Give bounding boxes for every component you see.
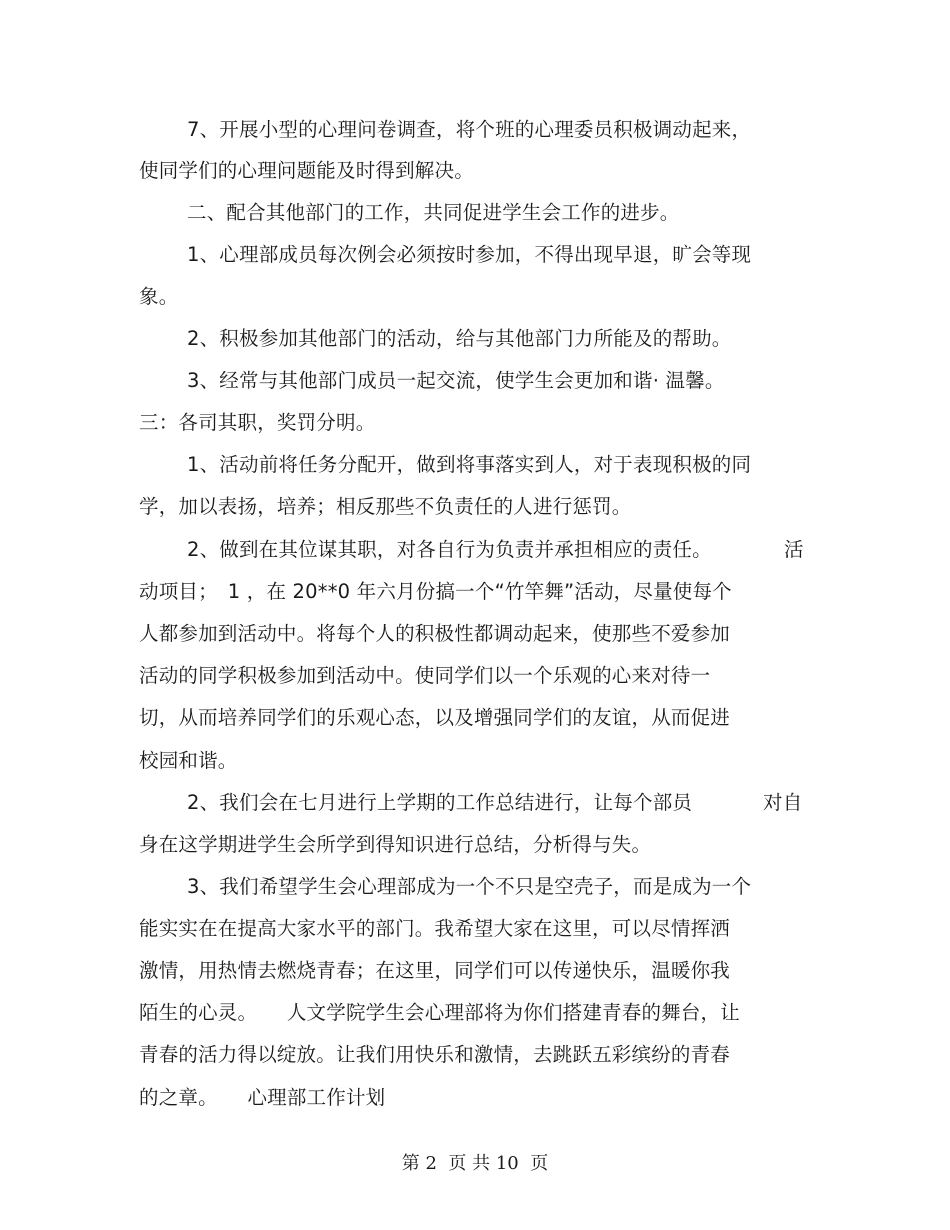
body-line: 切，从而培养同学们的乐观心态，以及增强同学们的友谊，从而促进 — [139, 706, 731, 729]
body-line: 2、积极参加其他部门的活动，给与其他部门力所能及的帮助。 — [187, 327, 732, 350]
body-line: 3、我们希望学生会心理部成为一个不只是空壳子，而是成为一个 — [187, 875, 752, 898]
body-line: 2、做到在其位谋其职，对各自行为负责并承担相应的责任。 — [187, 538, 712, 561]
body-line: 二、配合其他部门的工作，共同促进学生会工作的进步。 — [187, 201, 680, 224]
body-line: 3、经常与其他部门成员一起交流，使学生会更加和谐· 温馨。 — [187, 369, 725, 392]
page-number-footer: 第 2 页 共 10 页 — [401, 1153, 549, 1174]
body-line: 2、我们会在七月进行上学期的工作总结进行，让每个部员 — [187, 791, 693, 814]
body-line: 身在这学期进学生会所学到得知识进行总结，分析得与失。 — [139, 833, 652, 856]
body-line: 激情，用热情去燃烧青春；在这里，同学们可以传递快乐，温暖你我 — [139, 959, 731, 982]
body-line: 学，加以表扬，培养；相反那些不负责任的人进行惩罚。 — [139, 495, 632, 518]
body-line: 7、开展小型的心理问卷调查，将个班的心理委员积极调动起来， — [187, 118, 752, 141]
body-line: 的之章。 心理部工作计划 — [139, 1086, 386, 1109]
body-line: 象。 — [139, 285, 179, 308]
body-line: 青春的活力得以绽放。让我们用快乐和激情，去跳跃五彩缤纷的青春 — [139, 1043, 731, 1066]
body-line: 校园和谐。 — [139, 749, 238, 772]
body-line: 人都参加到活动中。将每个人的积极性都调动起来，使那些不爱参加 — [139, 622, 731, 645]
body-line: 动项目； 1 ，在 20**0 年六月份搞一个“竹竿舞”活动，尽量使每个 — [139, 580, 732, 603]
body-line: 使同学们的心理问题能及时得到解决。 — [139, 159, 474, 182]
body-line: 活动的同学积极参加到活动中。使同学们以一个乐观的心来对待一 — [139, 664, 711, 687]
body-line: 对自 — [763, 791, 803, 814]
body-line: 活 — [784, 538, 804, 561]
body-line: 1、心理部成员每次例会必须按时参加，不得出现早退，旷会等现 — [187, 243, 752, 266]
body-line: 能实实在在提高大家水平的部门。我希望大家在这里，可以尽情挥洒 — [139, 917, 731, 940]
section-heading: 三：各司其职，奖罚分明。 — [139, 411, 376, 434]
body-line: 陌生的心灵。 人文学院学生会心理部将为你们搭建青春的舞台，让 — [139, 1001, 740, 1024]
body-line: 1、活动前将任务分配开，做到将事落实到人，对于表现积极的同 — [187, 453, 752, 476]
